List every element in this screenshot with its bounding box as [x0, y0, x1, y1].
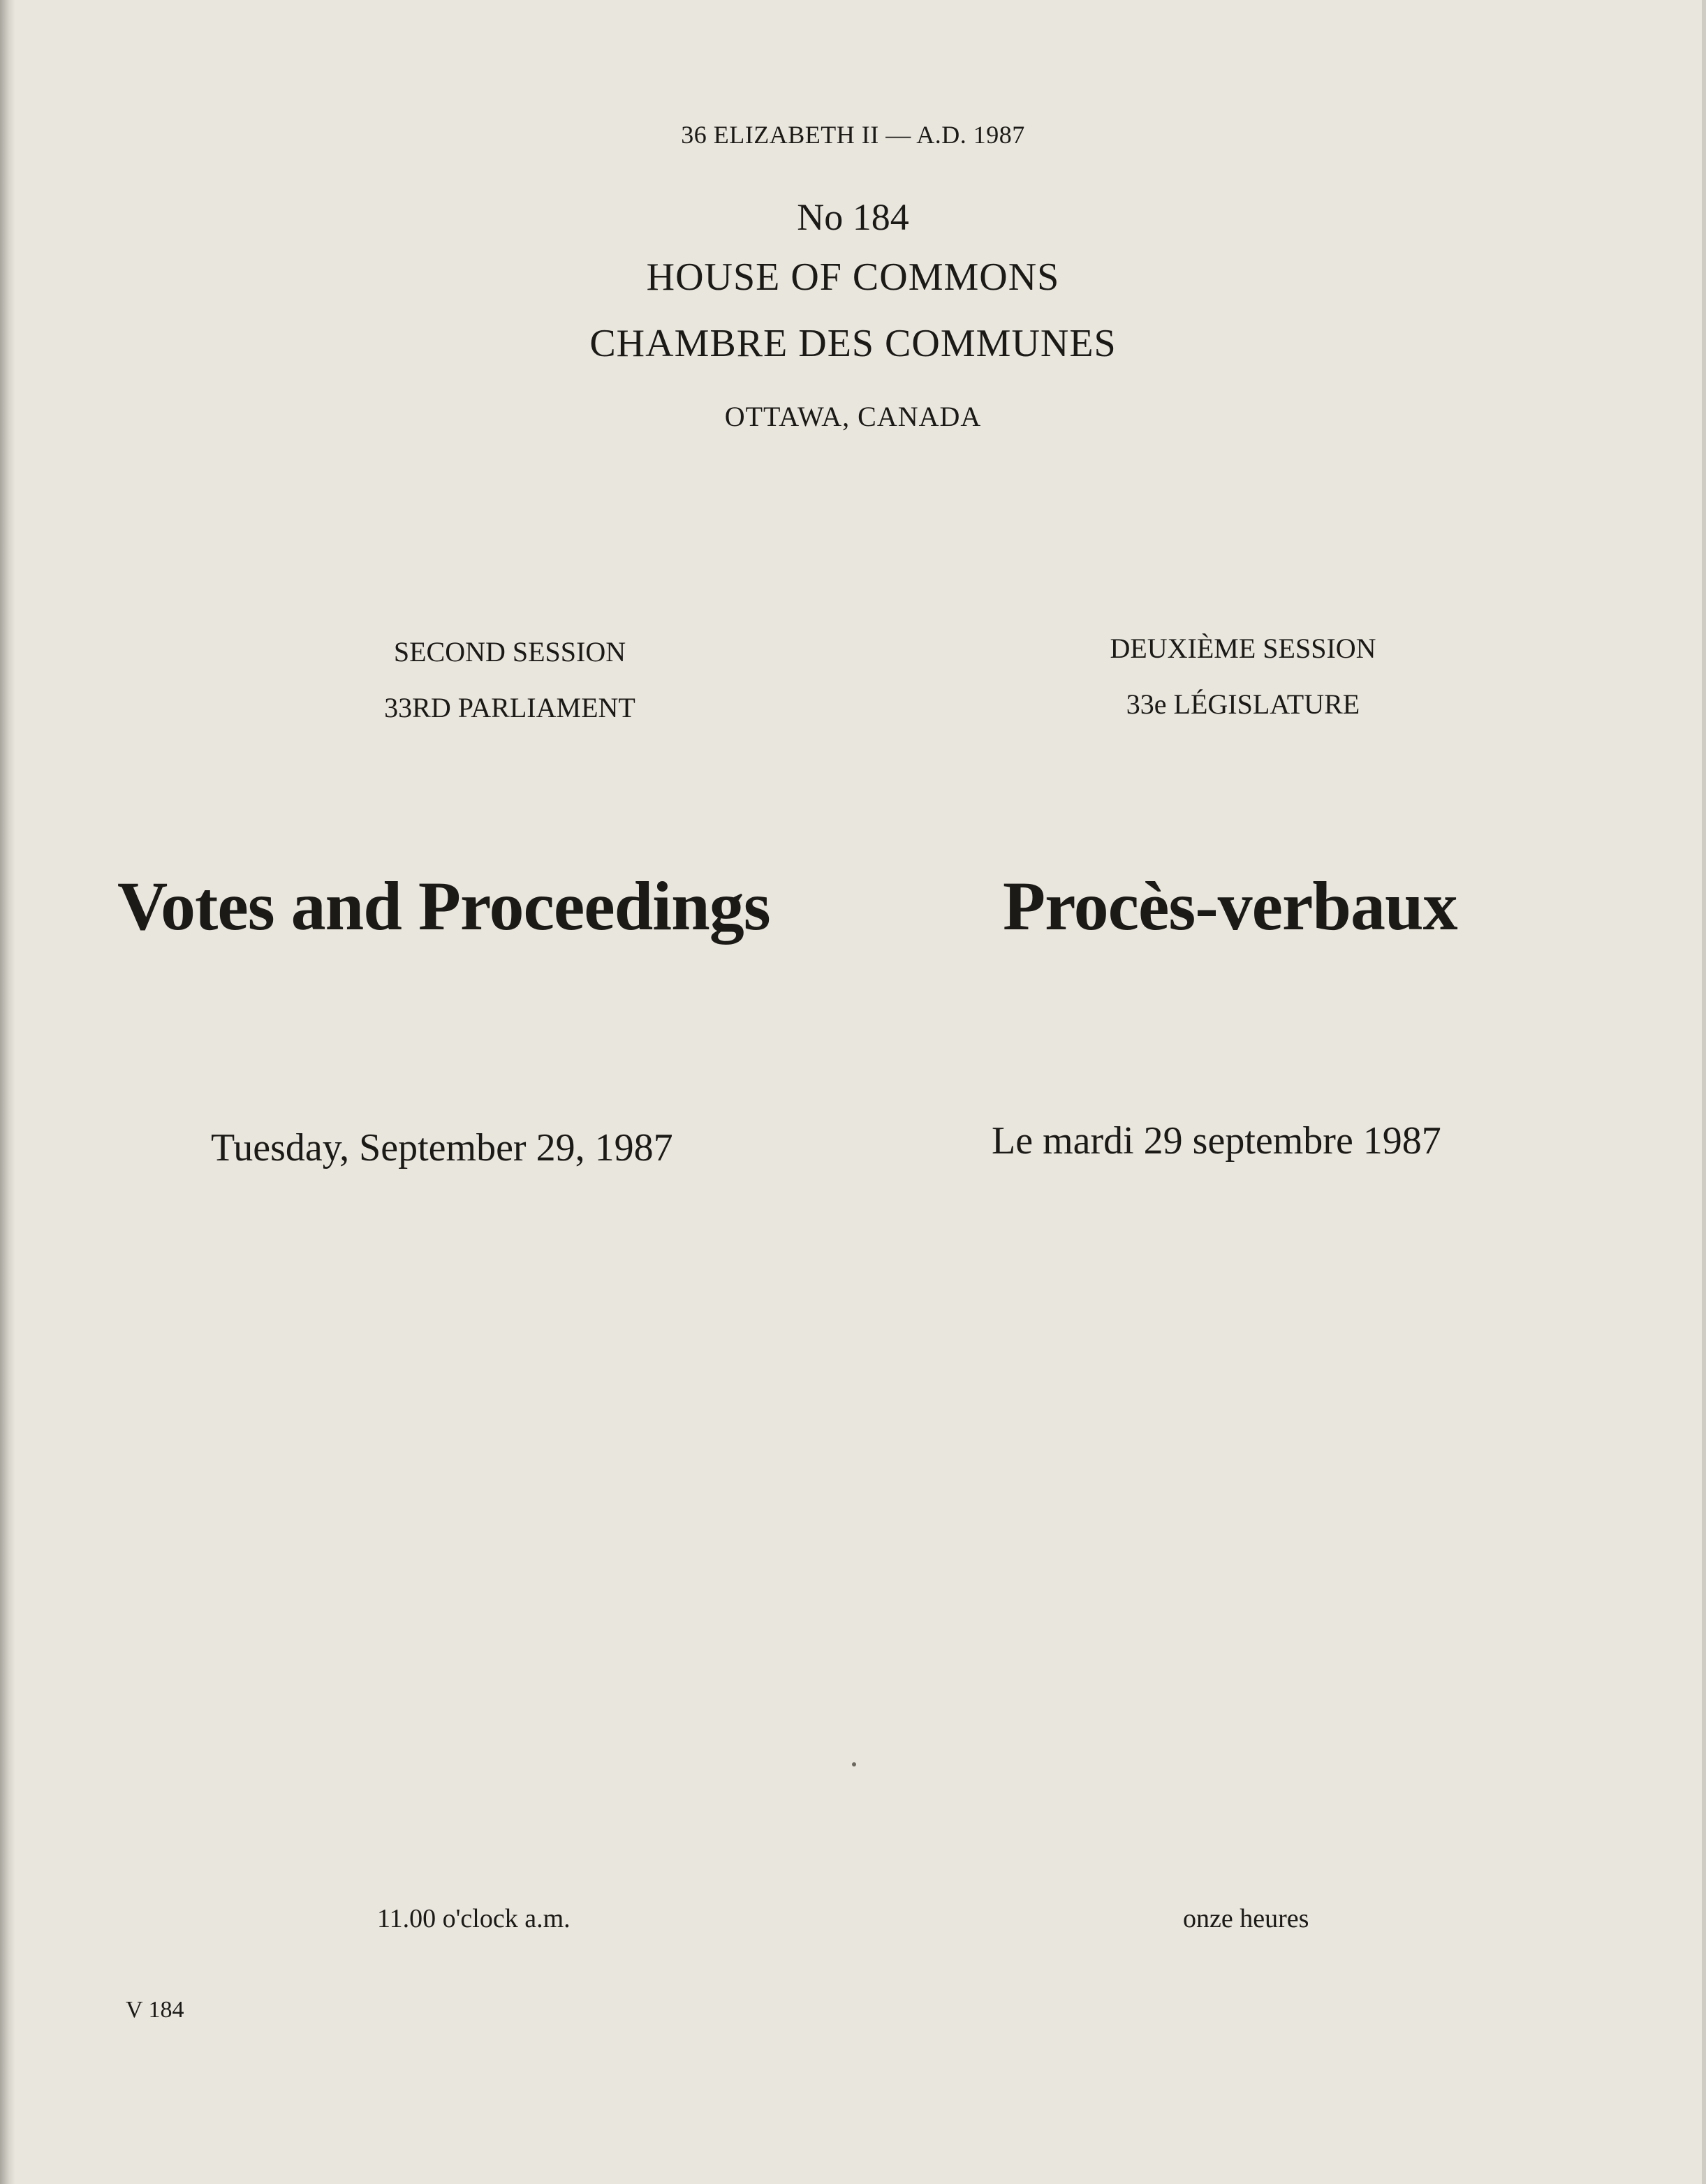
page-edge: [1702, 0, 1706, 2184]
date-french: Le mardi 29 septembre 1987: [992, 1119, 1441, 1163]
parliament-french: 33e LÉGISLATURE: [1126, 688, 1360, 720]
ink-speck: [852, 1762, 856, 1766]
title-english: Votes and Proceedings: [117, 867, 770, 945]
regnal-year-line: 36 ELIZABETH II — A.D. 1987: [681, 121, 1025, 149]
session-english: SECOND SESSION: [393, 636, 626, 667]
sitting-time-english: 11.00 o'clock a.m.: [377, 1904, 571, 1933]
parliament-english: 33RD PARLIAMENT: [384, 692, 635, 723]
issue-number: No 184: [797, 196, 909, 238]
title-french: Procès-verbaux: [1003, 867, 1457, 945]
date-english: Tuesday, September 29, 1987: [211, 1126, 673, 1170]
sitting-time-french: onze heures: [1183, 1904, 1309, 1933]
session-french: DEUXIÈME SESSION: [1110, 633, 1376, 664]
house-name-french: CHAMBRE DES COMMUNES: [589, 322, 1117, 365]
city-line: OTTAWA, CANADA: [724, 401, 982, 432]
folio-number: V 184: [126, 1997, 184, 2023]
house-name-english: HOUSE OF COMMONS: [646, 256, 1060, 299]
